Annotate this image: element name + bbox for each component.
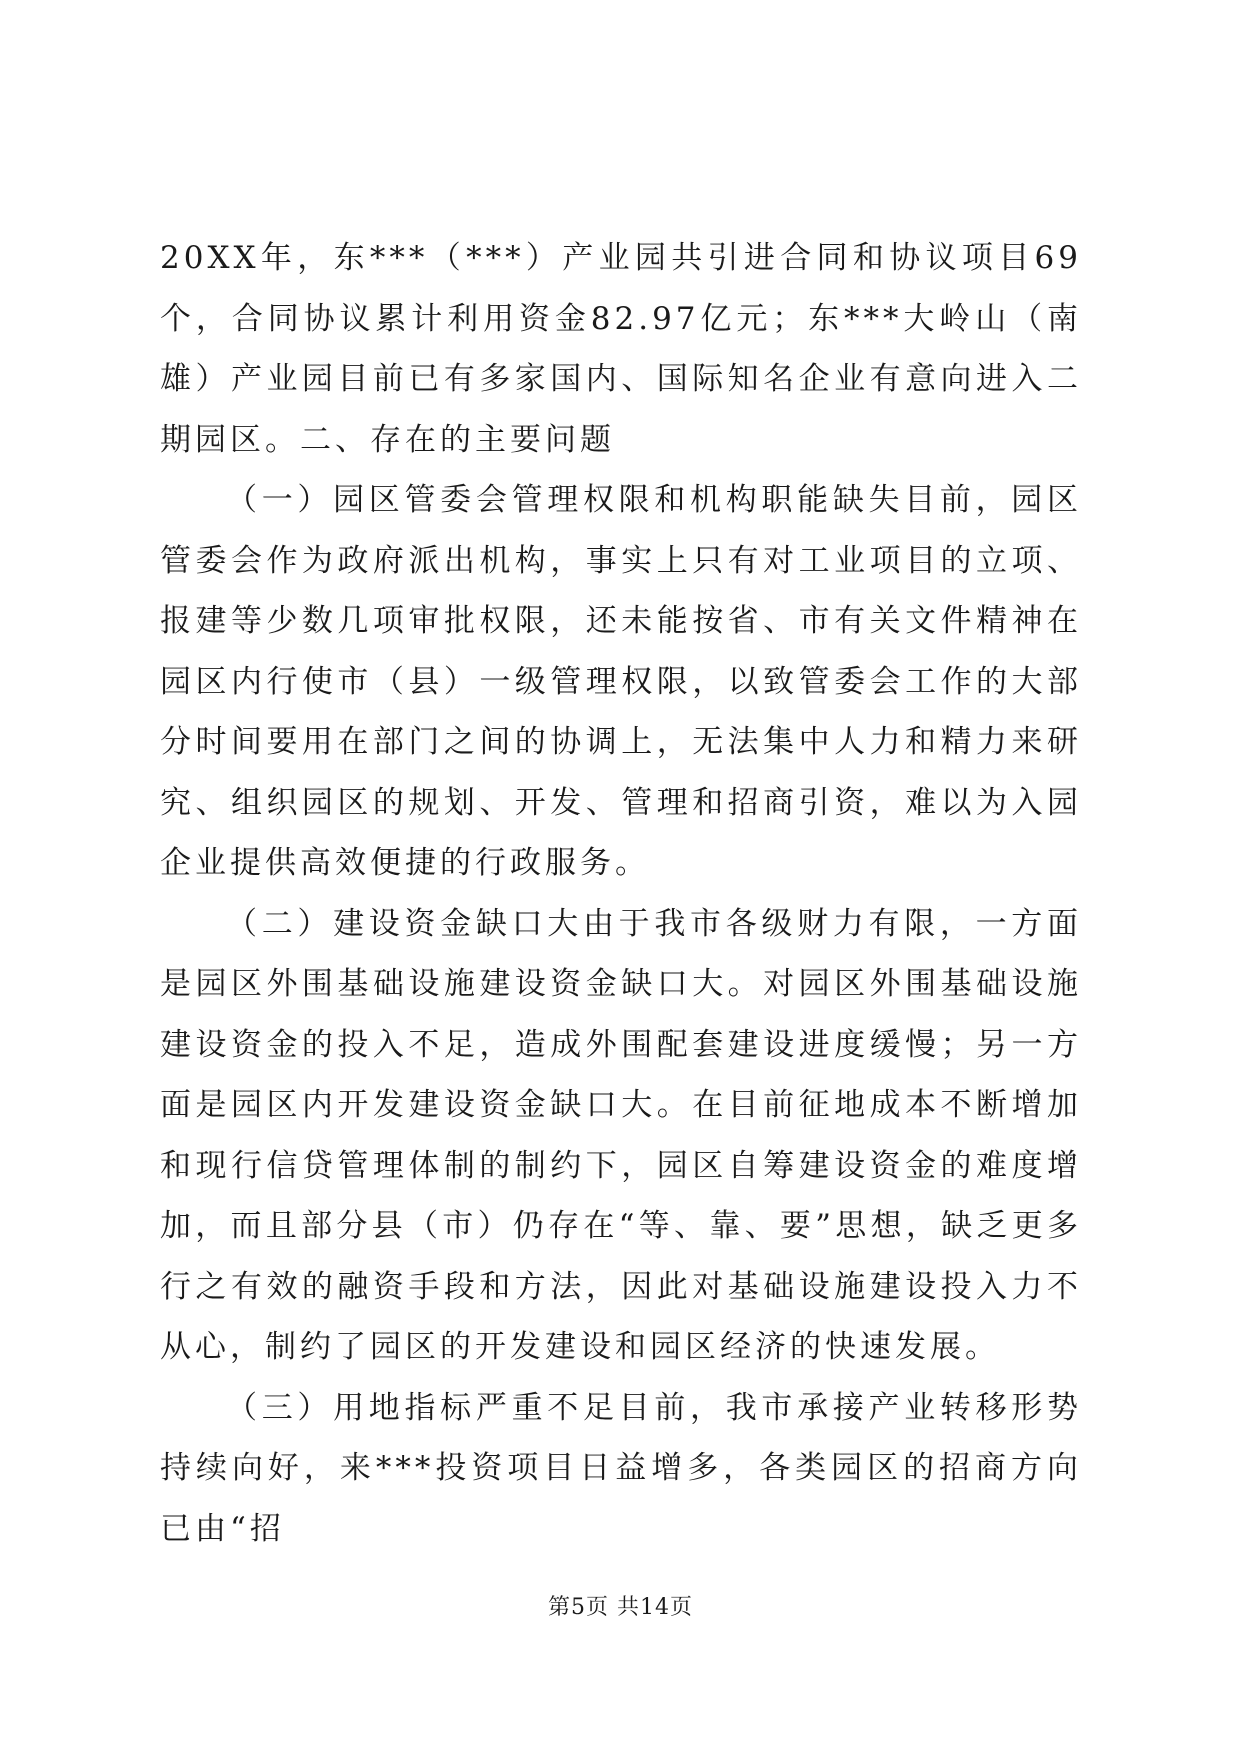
paragraph-section-3: （三）用地指标严重不足目前，我市承接产业转移形势持续向好，来***投资项目日益增多，各类园区的招商方向已由“招 <box>160 1389 1082 1547</box>
page-footer: 第5页 共14页 <box>548 1595 693 1620</box>
paragraph-section-2: （二）建设资金缺口大由于我市各级财力有限，一方面是园区外围基础设施建设资金缺口大。对园区外围基础设施建设资金的投入不足，造成外围配套建设进度缓慢；另一方面是园区内开发建设资金缺口大。在目前征地成本不断增加和现行信贷管理体制的制约下，园区自筹建设资金的难度增加，而且部分县（市）仍存在“等、靠、要”思想，缺乏更多行之有效的融资手段和方法，因此对基础设施建设投入力不从心，制约了园区的开发建设和园区经济的快速发展。 <box>160 905 1082 1365</box>
document-body <box>160 228 1082 1559</box>
paragraph-intro: 20XX年，东***（***）产业园共引进合同和协议项目69个，合同协议累计利用资金82.97亿元；东***大岭山（南雄）产业园目前已有多家国内、国际知名企业有意向进入二期园区。二、存在的主要问题 <box>160 240 1082 458</box>
paragraph-section-1: （一）园区管委会管理权限和机构职能缺失目前，园区管委会作为政府派出机构，事实上只有对工业项目的立项、报建等少数几项审批权限，还未能按省、市有关文件精神在园区内行使市（县）一级管理权限，以致管委会工作的大部分时间要用在部门之间的协调上，无法集中人力和精力来研究、组织园区的规划、开发、管理和招商引资，难以为入园企业提供高效便捷的行政服务。 <box>160 482 1082 881</box>
